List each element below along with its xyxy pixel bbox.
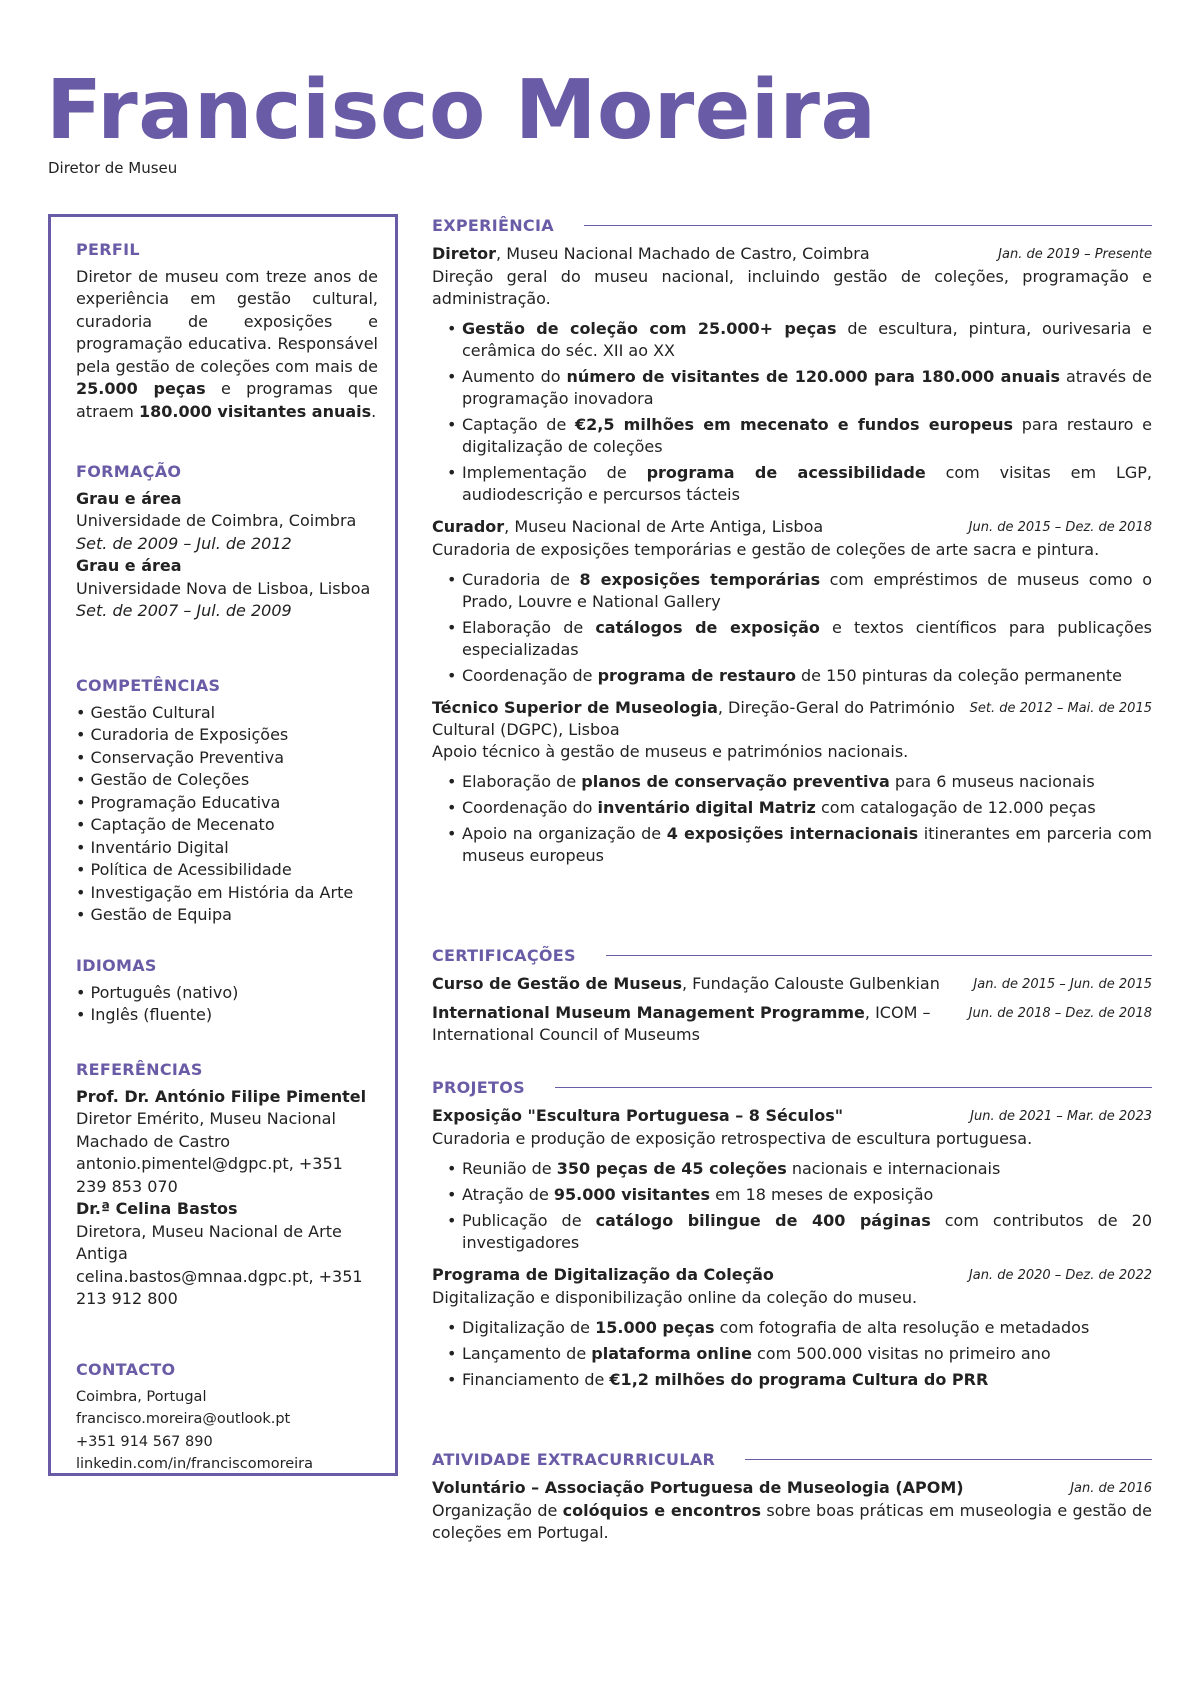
entry-title — [432, 243, 998, 265]
entry-description: Curadoria e produção de exposição retrospectiva de escultura portuguesa. — [432, 1129, 1033, 1148]
skill-item: • Gestão Cultural — [76, 702, 378, 725]
entry-bullets — [432, 569, 1152, 687]
entry-dates: Set. de 2012 – Mai. de 2015 — [969, 701, 1152, 716]
reference-name: Dr.ª Celina Bastos — [76, 1199, 238, 1218]
certifications-header — [432, 943, 1152, 967]
languages-section — [76, 955, 378, 1027]
experience-section — [432, 213, 1152, 877]
projects-header — [432, 1075, 1152, 1099]
certification-entry — [432, 1002, 1152, 1046]
reference-role: Diretor Emérito, Museu Nacional Machado de Castro — [76, 1109, 336, 1151]
bullet-item: • Coordenação de programa de restauro de 150 pinturas da coleção permanente — [462, 665, 1152, 687]
skill-item: • Política de Acessibilidade — [76, 859, 378, 882]
education-dates: Set. de 2007 – Jul. de 2009 — [76, 601, 292, 620]
references-section — [76, 1059, 378, 1311]
entry-dates: Jun. de 2018 – Dez. de 2018 — [968, 1006, 1152, 1021]
section-divider — [745, 1459, 1152, 1460]
education-section — [76, 461, 378, 623]
bullet-item: • Publicação de catálogo bilingue de 400 páginas com contributos de 20 investigadores — [462, 1210, 1152, 1254]
profile-text-bold: 180.000 visitantes anuais — [138, 401, 372, 421]
bullet-item: • Implementação de programa de acessibilidade com visitas em LGP, audiodescrição e percursos tácteis — [462, 462, 1152, 506]
contact-phone: +351 914 567 890 — [76, 1433, 213, 1450]
profile-section — [76, 239, 378, 423]
language-item: • Inglês (fluente) — [76, 1004, 378, 1027]
reference-name: Prof. Dr. António Filipe Pimentel — [76, 1086, 367, 1106]
skill-item: • Gestão de Coleções — [76, 769, 378, 792]
bullet-item: • Apoio na organização de 4 exposições internacionais itinerantes em parceria com museus europeus — [462, 823, 1152, 867]
entry-title — [432, 516, 969, 538]
profile-text-part: . — [371, 401, 377, 421]
extracurricular-title: ATIVIDADE EXTRACURRICULAR — [432, 1449, 716, 1469]
education-degree: Grau e área — [76, 488, 182, 508]
project-entry — [432, 1105, 1152, 1254]
entry-dates: Jan. de 2015 – Jun. de 2015 — [973, 977, 1152, 992]
bullet-item: • Digitalização de 15.000 peças com fotografia de alta resolução e metadados — [462, 1317, 1152, 1339]
profile-text — [76, 266, 378, 424]
languages-title: IDIOMAS — [76, 956, 157, 975]
contact-title: CONTACTO — [76, 1360, 176, 1379]
entry-dates: Jan. de 2016 — [1070, 1481, 1152, 1496]
section-divider — [606, 955, 1152, 956]
education-school: Universidade de Coimbra, Coimbra — [76, 511, 357, 530]
skill-item: • Captação de Mecenato — [76, 814, 378, 837]
extracurricular-entry — [432, 1477, 1152, 1544]
project-entry — [432, 1264, 1152, 1391]
entry-dates: Jun. de 2015 – Dez. de 2018 — [968, 520, 1152, 535]
bullet-item: • Gestão de coleção com 25.000+ peças de escultura, pintura, ourivesaria e cerâmica do séc. XII ao XX — [462, 318, 1152, 362]
contact-email[interactable]: francisco.moreira@outlook.pt — [76, 1411, 291, 1427]
reference-contact: celina.bastos@mnaa.dgpc.pt, +351 213 912 800 — [76, 1266, 363, 1308]
entry-bullets — [432, 1317, 1152, 1391]
certifications-section — [432, 943, 1152, 1056]
entry-title: Curso de Gestão de Museus, Fundação Calouste Gulbenkian — [432, 974, 940, 993]
bullet-item: • Elaboração de planos de conservação preventiva para 6 museus nacionais — [462, 771, 1152, 793]
education-item — [76, 488, 378, 556]
languages-list — [76, 982, 378, 1027]
entry-dates: Jan. de 2020 – Dez. de 2022 — [968, 1268, 1152, 1283]
bullet-item: • Financiamento de €1,2 milhões do programa Cultura do PRR — [462, 1369, 1152, 1391]
entry-description: Digitalização e disponibilização online da coleção do museu. — [432, 1288, 918, 1307]
section-divider — [584, 225, 1152, 226]
reference-role: Diretora, Museu Nacional de Arte Antiga — [76, 1221, 342, 1263]
experience-header — [432, 213, 1152, 237]
certification-entry — [432, 973, 1152, 996]
reference-item — [76, 1086, 378, 1199]
education-item — [76, 555, 378, 623]
education-title: FORMAÇÃO — [76, 462, 182, 481]
entry-org: , Direção-Geral do Património Cultural (DGPC), Lisboa — [432, 698, 955, 739]
contact-location: Coimbra, Portugal — [76, 1388, 207, 1405]
entry-title: Exposição "Escultura Portuguesa – 8 Séculos" — [432, 1106, 844, 1125]
profile-title: PERFIL — [76, 240, 140, 259]
contact-section — [76, 1359, 378, 1476]
entry-description: Curadoria de exposições temporárias e gestão de coleções de arte sacra e pintura. — [432, 540, 1100, 559]
references-title: REFERÊNCIAS — [76, 1060, 203, 1079]
entry-title: International Museum Management Programme, ICOM – International Council of Museums — [432, 1003, 931, 1044]
skill-item: • Investigação em História da Arte — [76, 882, 378, 905]
education-dates: Set. de 2009 – Jul. de 2012 — [76, 533, 292, 553]
experience-entry — [432, 516, 1152, 687]
entry-dates: Jun. de 2021 – Mar. de 2023 — [970, 1109, 1152, 1124]
entry-role: Curador — [432, 517, 505, 536]
education-degree: Grau e área — [76, 556, 182, 575]
profile-text-part: e programas que atraem — [76, 379, 379, 421]
entry-description: Direção geral do museu nacional, incluindo gestão de coleções, programação e administração. — [432, 267, 1152, 308]
bullet-item: • Curadoria de 8 exposições temporárias com empréstimos de museus como o Prado, Louvre e National Gallery — [462, 569, 1152, 613]
bullet-item: • Coordenação do inventário digital Matriz com catalogação de 12.000 peças — [462, 797, 1152, 819]
skill-item: • Gestão de Equipa — [76, 904, 378, 927]
bullet-item: • Elaboração de catálogos de exposição e textos científicos para publicações especializadas — [462, 617, 1152, 661]
entry-bullets — [432, 1158, 1152, 1254]
candidate-role: Diretor de Museu — [48, 159, 178, 177]
skill-item: • Inventário Digital — [76, 837, 378, 860]
bullet-item: • Captação de €2,5 milhões em mecenato e fundos europeus para restauro e digitalização de coleções — [462, 414, 1152, 458]
entry-role: Técnico Superior de Museologia — [432, 698, 718, 717]
skills-title: COMPETÊNCIAS — [76, 676, 221, 695]
bullet-item: • Atração de 95.000 visitantes em 18 meses de exposição — [462, 1184, 1152, 1206]
entry-org: , Museu Nacional de Arte Antiga, Lisboa — [504, 517, 824, 536]
bullet-item: • Aumento do número de visitantes de 120.000 para 180.000 anuais através de programação inovadora — [462, 366, 1152, 410]
certifications-title: CERTIFICAÇÕES — [432, 945, 576, 965]
projects-section — [432, 1075, 1152, 1401]
experience-entry — [432, 243, 1152, 506]
extracurricular-header — [432, 1447, 1152, 1471]
entry-description: Apoio técnico à gestão de museus e patrimónios nacionais. — [432, 742, 909, 761]
skill-item: • Curadoria de Exposições — [76, 724, 378, 747]
extracurricular-section — [432, 1447, 1152, 1554]
bullet-item: • Lançamento de plataforma online com 500.000 visitas no primeiro ano — [462, 1343, 1152, 1365]
experience-entry — [432, 697, 1152, 867]
candidate-name: Francisco Moreira — [46, 63, 877, 158]
profile-text-bold: 25.000 peças — [76, 379, 206, 398]
education-school: Universidade Nova de Lisboa, Lisboa — [76, 578, 371, 598]
skill-item: • Conservação Preventiva — [76, 747, 378, 770]
experience-title: EXPERIÊNCIA — [432, 215, 554, 235]
entry-org: , Museu Nacional Machado de Castro, Coimbra — [496, 244, 870, 263]
entry-dates: Jan. de 2019 – Presente — [998, 247, 1152, 262]
reference-contact: antonio.pimentel@dgpc.pt, +351 239 853 070 — [76, 1154, 343, 1196]
section-divider — [555, 1087, 1152, 1088]
profile-text-part: Diretor de museu com treze anos de experiência em gestão cultural, curadoria de exposições e programação educativa. Responsável pela gestão de coleções com mais de — [76, 266, 378, 376]
entry-bullets — [432, 771, 1152, 867]
entry-title: Voluntário – Associação Portuguesa de Museologia (APOM) — [432, 1478, 964, 1497]
skill-item: • Programação Educativa — [76, 792, 378, 815]
entry-role: Diretor — [432, 244, 497, 263]
entry-description: Organização de colóquios e encontros sobre boas práticas em museologia e gestão de coleções em Portugal. — [432, 1501, 1152, 1542]
skills-list — [76, 702, 378, 927]
contact-linkedin[interactable]: linkedin.com/in/franciscomoreira — [76, 1456, 314, 1472]
skills-section — [76, 675, 378, 927]
projects-title: PROJETOS — [432, 1077, 525, 1097]
entry-title: Programa de Digitalização da Coleção — [432, 1265, 774, 1284]
language-item: • Português (nativo) — [76, 982, 378, 1005]
reference-item — [76, 1198, 378, 1311]
bullet-item: • Reunião de 350 peças de 45 coleções nacionais e internacionais — [462, 1158, 1152, 1180]
entry-title — [432, 697, 970, 741]
entry-bullets — [432, 318, 1152, 506]
sidebar — [48, 214, 398, 1476]
